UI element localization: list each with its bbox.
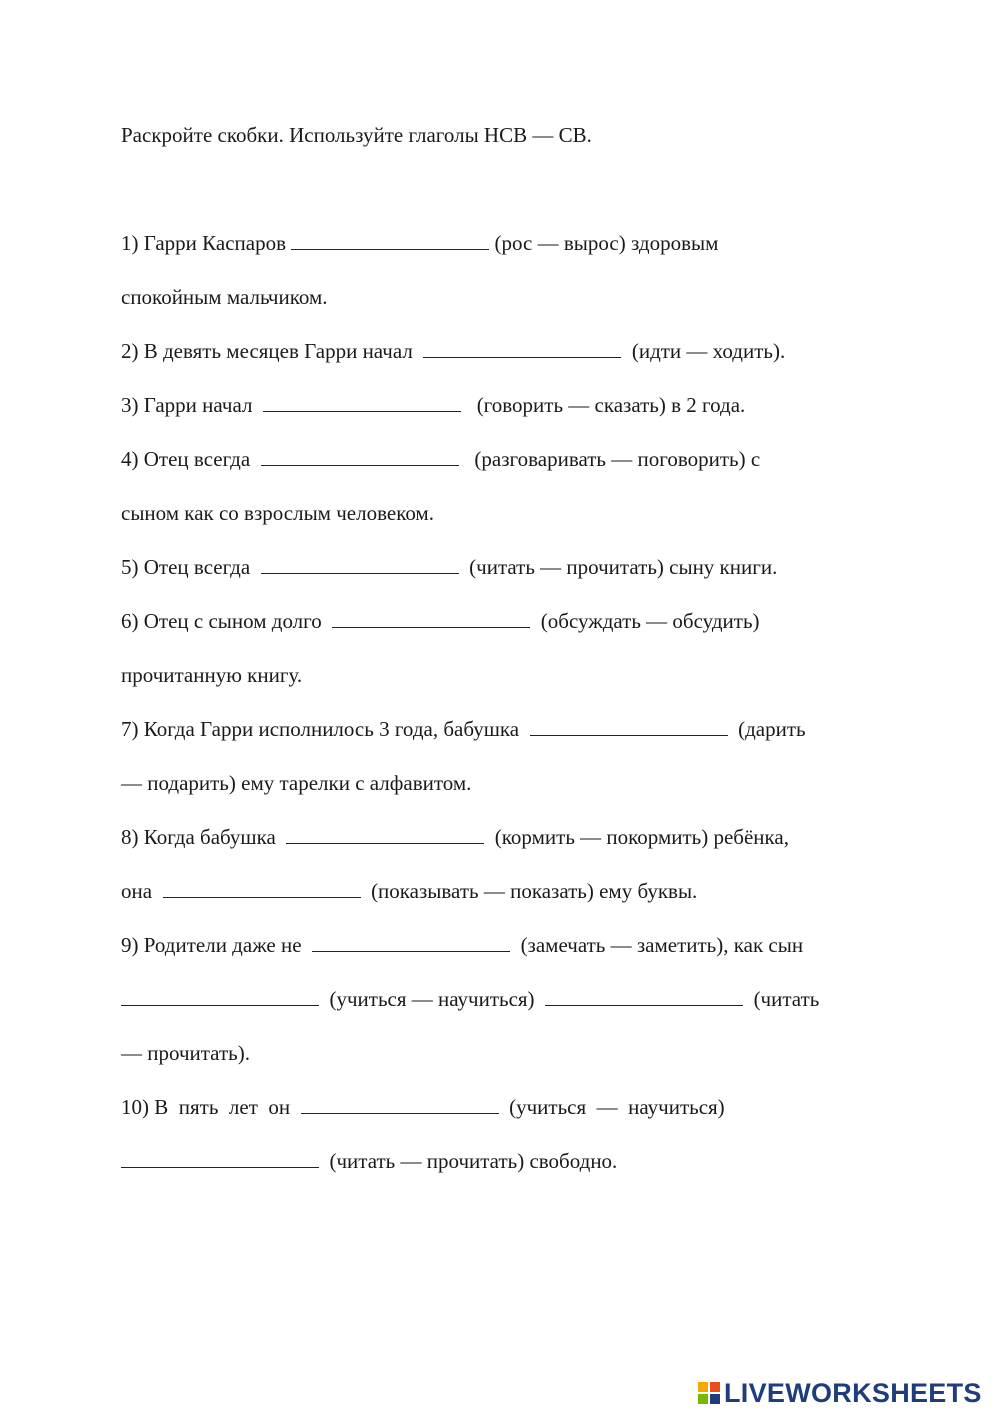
exercise-5: 5) Отец всегда (читать — прочитать) сыну книги.: [121, 555, 778, 579]
answer-blank[interactable]: [423, 337, 621, 358]
exercise-1-line-2: спокойным мальчиком.: [121, 285, 328, 309]
exercise-9-line-3: — прочитать).: [121, 1041, 250, 1065]
logo-text: LIVEWORKSHEETS: [724, 1377, 982, 1408]
answer-blank[interactable]: [261, 553, 459, 574]
exercise-10-line-2: (читать — прочитать) свободно.: [121, 1146, 617, 1176]
exercise-7-line-1: 7) Когда Гарри исполнилось 3 года, бабушка (дарить: [121, 717, 806, 741]
exercise-10-line-1: 10) В пять лет он (учиться — научиться): [121, 1095, 725, 1119]
answer-blank[interactable]: [301, 1093, 499, 1114]
answer-blank[interactable]: [545, 985, 743, 1006]
answer-blank[interactable]: [263, 391, 461, 412]
answer-blank[interactable]: [530, 715, 728, 736]
exercise-8-line-1: 8) Когда бабушка (кормить — покормить) ребёнка,: [121, 825, 789, 849]
exercise-8-line-2: она (показывать — показать) ему буквы.: [121, 879, 698, 903]
instruction: Раскройте скобки. Используйте глаголы НСВ — СВ.: [121, 123, 592, 147]
exercise-6-line-2: прочитанную книгу.: [121, 663, 303, 687]
exercise-3: 3) Гарри начал (говорить — сказать) в 2 года.: [121, 393, 746, 417]
exercise-1-line-1: 1) Гарри Каспаров (рос — вырос) здоровым: [121, 231, 719, 255]
answer-blank[interactable]: [261, 445, 459, 466]
answer-blank[interactable]: [121, 985, 319, 1006]
answer-blank[interactable]: [121, 1147, 319, 1168]
exercise-4-line-1: 4) Отец всегда (разговаривать — поговорить) с: [121, 447, 761, 471]
answer-blank[interactable]: [332, 607, 530, 628]
answer-blank[interactable]: [291, 229, 489, 250]
answer-blank[interactable]: [312, 931, 510, 952]
exercise-2: 2) В девять месяцев Гарри начал (идти — ходить).: [121, 339, 786, 363]
exercise-9-line-1: 9) Родители даже не (замечать — заметить), как сын: [121, 933, 804, 957]
exercise-6-line-1: 6) Отец с сыном долго (обсуждать — обсудить): [121, 609, 760, 633]
logo-square: [710, 1382, 720, 1392]
logo-square: [710, 1394, 720, 1404]
liveworksheets-watermark: [698, 1375, 982, 1411]
liveworksheets-logo-icon: [698, 1382, 720, 1404]
answer-blank[interactable]: [286, 823, 484, 844]
exercise-4-line-2: сыном как со взрослым человеком.: [121, 501, 434, 525]
exercise-9-line-2: (учиться — научиться) (читать: [121, 984, 819, 1014]
exercise-7-line-2: — подарить) ему тарелки с алфавитом.: [121, 771, 472, 795]
logo-square: [698, 1382, 708, 1392]
logo-square: [698, 1394, 708, 1404]
answer-blank[interactable]: [163, 877, 361, 898]
